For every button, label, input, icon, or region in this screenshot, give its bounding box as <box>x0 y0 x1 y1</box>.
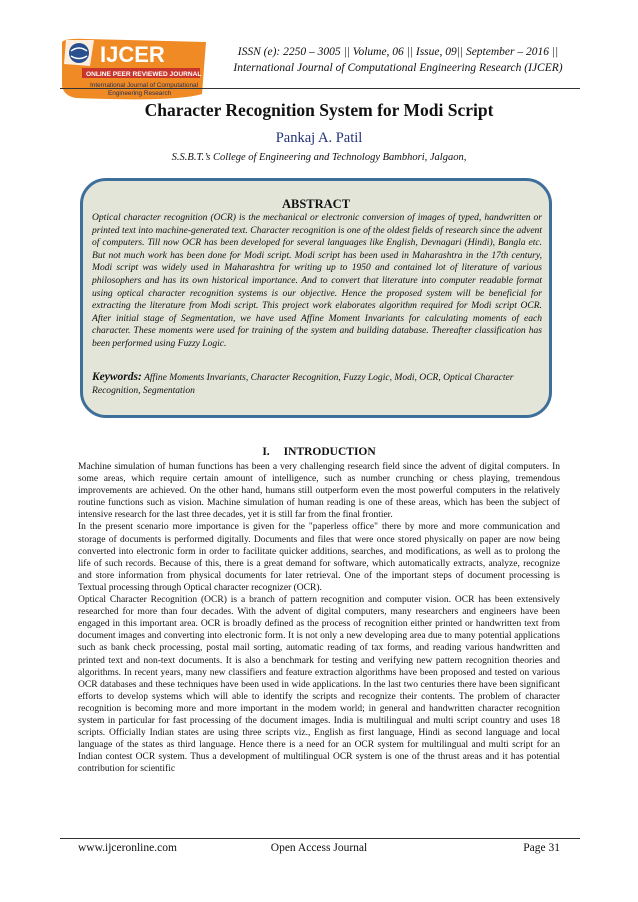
paper-title: Character Recognition System for Modi Script <box>144 100 494 120</box>
logo-wordmark: IJCER <box>100 42 165 67</box>
logo-tagline: ONLINE PEER REVIEWED JOURNAL <box>86 71 202 78</box>
logo-subtitle-1: International Journal of Computational <box>90 82 198 89</box>
keywords-list: Affine Moments Invariants, Character Recognition, Fuzzy Logic, Modi, OCR, Optical Character Recognition, Segmentation <box>92 372 514 396</box>
abstract-box <box>80 178 552 418</box>
header-divider <box>60 88 580 89</box>
introduction-body <box>78 461 560 833</box>
issn-line: ISSN (e): 2250 – 3005 || Volume, 06 || Issue, 09|| September – 2016 || <box>237 46 559 58</box>
footer-divider <box>60 838 580 839</box>
journal-header <box>218 44 578 76</box>
footer-access: Open Access Journal <box>270 842 368 854</box>
paragraph: Optical Character Recognition (OCR) is a branch of pattern recognition and computer vision. OCR has been extensively researched for more than four decades. With the advent of digital computers, many researchers and engineers have been engaged in this important area. OCR is broadly defined as the process of recognition either printed or handwritten text from document images and converting into electronic form. It is not only a new developing area due to many potential applications such as bank check processing, postal mail sorting, automatic reading of tax forms, and reading various handwritten and printed text and non-text documents. It is also a benchmark for testing and verifying new pattern recognition theories and algorithms. In recent years, many new classifiers and feature extraction algorithms have been proposed and tested on various OCR databases and these techniques have been used in wide applications. In the last two centuries there have been significant efforts to develop systems which will able to identify the scripts and recognize their contents. The problem of character recognition is becoming more and more important in the modem world; in general and handwritten character recognition system in particular for fast processing of the document images. India is multilingual and multi script country and uses 18 scripts. Officially Indian states are using three scripts viz., English as first language, Hindi as second language and local language of the states as third language. Hence there is a need for an OCR system for multilingual and multi script for an Indian contest OCR system. Thus a development of multilingual OCR system is one of the thrust areas and it has potential contribution for scientific <box>78 595 560 775</box>
paragraph: Machine simulation of human functions has been a very challenging research field since the advent of digital computers. In some areas, which require certain amount of intelligence, such as number crunching or chess playing, tremendous improvements are achieved. On the other hand, humans still outperform even the most powerful computers in the relatively routine functions such as vision. Machine simulation of human reading is one of these areas, which has been the subject of intensive research for the last three decades, yet it is still far from the final frontier. <box>78 462 560 521</box>
section-heading-introduction <box>0 446 638 458</box>
abstract-text: Optical character recognition (OCR) is the mechanical or electronic conversion of images of typed, handwritten or printed text into machine-generated text. Character recognition is one of the oldest fields of research since the advent of computers. Till now OCR has been developed for several languages like English, Devnagari (Hindi), Bangla etc. But not much work has been done for Modi script. Modi script has been used in Maharashtra in the 17th century, Modi script was widely used in Maharashtra for writing up to 1950 and contained lot of literature of various philosophers and has its own historical importance. And to convert that literature into computer readable format using optical character recognition systems is our objective. Hence the proposed system will be beneficial for extracting the literature from Modi script. This project work elaborates algorithm required for Modi script OCR. After initial stage of Segmentation, we have used Affine Moment Invariants for calculating moments of each character. These moments were used for training of the system and building database. Thereafter classification has been performed using Fuzzy Logic. <box>92 212 542 349</box>
keywords-label: Keywords: <box>92 371 142 383</box>
paragraph: In the present scenario more importance is given for the "paperless office" there by more and more communication and storage of documents is performed digitally. Documents and files that were once stored physically on paper are now being converted into electronic form in order to facilitate quicker additions, searches, and modifications, as well as to prolong the life of such records. Because of this, there is a great demand for software, which automatically extracts, analyze, recognize and store information from physical documents for later retrieval. One of the important steps of document processing is Textual processing through Optical character recognizer (OCR). <box>78 522 560 593</box>
footer-website-link[interactable]: www.ijceronline.com <box>78 842 177 854</box>
section-title: INTRODUCTION <box>283 446 376 458</box>
author-name: Pankaj A. Patil <box>275 130 363 146</box>
logo-subtitle-2: Engineering Research <box>108 90 172 97</box>
keywords <box>92 371 542 397</box>
abstract-heading: ABSTRACT <box>281 197 351 211</box>
ijcer-logo <box>56 36 212 104</box>
author-affiliation: S.S.B.T.’s College of Engineering and Technology Bambhori, Jalgaon, <box>171 152 467 163</box>
section-number: I. <box>262 446 270 458</box>
journal-name: International Journal of Computational Engineering Research (IJCER) <box>233 62 563 74</box>
page-number: Page 31 <box>523 842 560 854</box>
